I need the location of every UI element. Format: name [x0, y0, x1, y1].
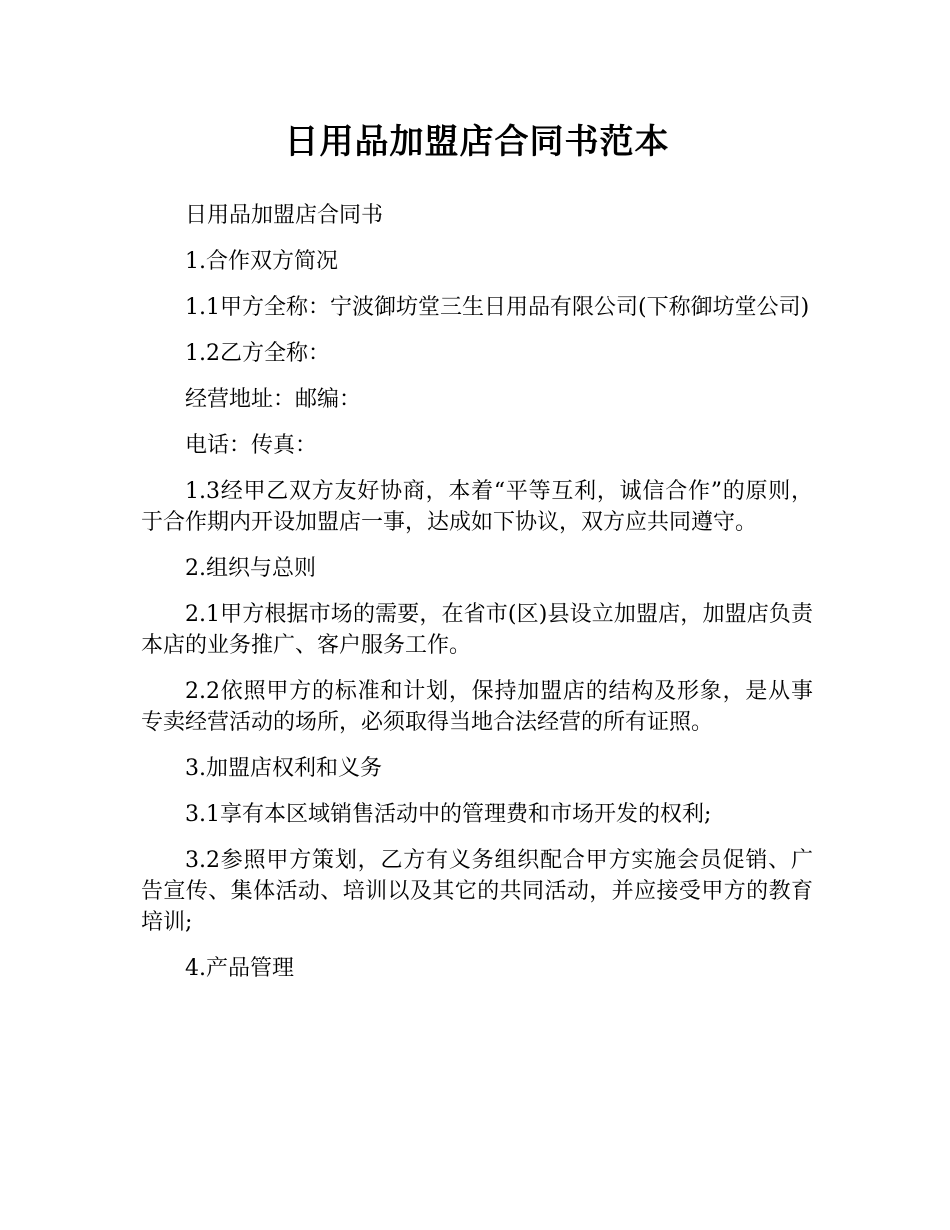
clause-3-2: 3.2参照甲方策划，乙方有义务组织配合甲方实施会员促销、广告宣传、集体活动、培训以及其它的共同活动，并应接受甲方的教育培训; — [141, 848, 813, 935]
clause-3-1: 3.1享有本区域销售活动中的管理费和市场开发的权利; — [185, 802, 712, 827]
section-3-heading: 3.加盟店权利和义务 — [185, 756, 382, 781]
section-4-heading: 4.产品管理 — [185, 956, 294, 981]
document-title: 日用品加盟店合同书范本 — [284, 122, 670, 162]
section-2-heading: 2.组织与总则 — [185, 556, 316, 581]
clause-2-2: 2.2依照甲方的标准和计划，保持加盟店的结构及形象，是从事专卖经营活动的场所，必须取得当地合法经营的所有证照。 — [141, 679, 813, 735]
business-address-line: 经营地址：邮编： — [185, 387, 362, 412]
phone-fax-line: 电话：传真： — [185, 433, 318, 458]
clause-1-1: 1.1甲方全称：宁波御坊堂三生日用品有限公司(下称御坊堂公司) — [185, 295, 810, 320]
document-body — [141, 200, 813, 999]
section-1-heading: 1.合作双方简况 — [185, 249, 338, 274]
clause-1-3: 1.3经甲乙双方友好协商，本着“平等互利，诚信合作”的原则，于合作期内开设加盟店一事，达成如下协议，双方应共同遵守。 — [141, 479, 813, 535]
clause-1-2: 1.2乙方全称： — [185, 341, 330, 366]
clause-2-1: 2.1甲方根据市场的需要，在省市(区)县设立加盟店，加盟店负责本店的业务推广、客户服务工作。 — [141, 602, 813, 658]
paragraph-contract-heading: 日用品加盟店合同书 — [185, 203, 384, 228]
